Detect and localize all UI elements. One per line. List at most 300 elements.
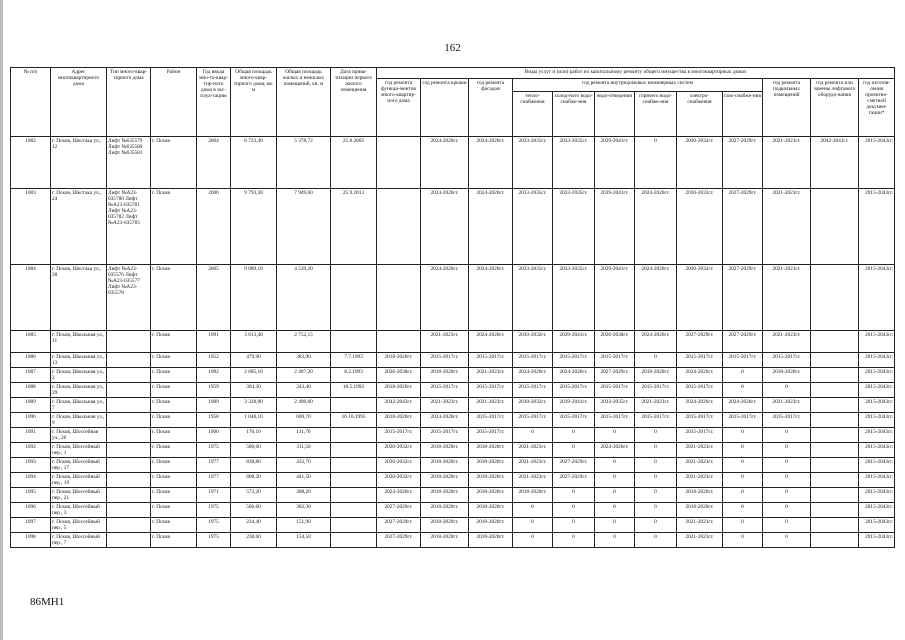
cell-gas: 0 [723, 518, 763, 533]
cell-living: 243,40 [277, 383, 331, 398]
cell-base: 0 [763, 443, 811, 458]
cell-type [107, 331, 151, 353]
cell-design: 2015-2043гг. [859, 488, 895, 503]
cell-type [107, 488, 151, 503]
cell-facade: 2015-2017гг. [469, 428, 513, 443]
cell-elec: 2015-2017гг. [677, 428, 723, 443]
cell-elev [811, 265, 859, 331]
cell-elec: 2021-2023гг. [677, 458, 723, 473]
cell-gas: 2027-2029гг. [723, 265, 763, 331]
cell-design: 2015-2043гг. [859, 189, 895, 265]
cell-elec: 2015-2017гг. [677, 413, 723, 428]
cell-elec: 2030-2032гг. [677, 189, 723, 265]
table-row [11, 443, 895, 458]
cell-hot: 2021-2023гг. [635, 398, 677, 413]
cell-year: 1960 [197, 428, 231, 443]
cell-priv: 18.5.1992 [331, 383, 377, 398]
header-electric: электро-снабжения [677, 92, 723, 137]
cell-address: г. Псков, Школьная ул., 11 [51, 331, 107, 353]
cell-facade: 2015-2017гг. [469, 413, 513, 428]
cell-design: 2015-2043гг. [859, 503, 895, 518]
cell-elev [811, 413, 859, 428]
cell-base: 0 [763, 428, 811, 443]
cell-hot: 2015-2017гг. [635, 383, 677, 398]
cell-district: г. Псков [151, 488, 197, 503]
cell-num: 1094 [11, 473, 51, 488]
cell-district: г. Псков [151, 265, 197, 331]
table-header [11, 68, 895, 137]
cell-design: 2015-2043гг. [859, 368, 895, 383]
cell-district: г. Псков [151, 503, 197, 518]
cell-drain: 0 [595, 488, 635, 503]
cell-design: 2015-2043гг. [859, 137, 895, 189]
cell-address: г. Псков, Шоссейный пер., 1 [51, 443, 107, 458]
cell-type [107, 533, 151, 548]
cell-cold: 0 [553, 533, 595, 548]
table-row [11, 488, 895, 503]
cell-design: 2015-2043гг. [859, 458, 895, 473]
cell-func: 2018-2020гг. [377, 413, 421, 428]
cell-district: г. Псков [151, 458, 197, 473]
cell-priv [331, 488, 377, 503]
cell-year: 1975 [197, 443, 231, 458]
cell-type: Лифт №А23-035576 Лифт №А23-035577 Лифт №А23-035578 [107, 265, 151, 331]
cell-heat: 2033-2035гг. [513, 265, 553, 331]
header-internal-group: год ремонта внутридомовых инженерных систем [513, 79, 763, 92]
cell-num: 1098 [11, 533, 51, 548]
cell-gas: 0 [723, 368, 763, 383]
cell-year: 1977 [197, 473, 231, 488]
cell-hot: 0 [635, 473, 677, 488]
cell-type: Лифт №А23-035780 Лифт №А23-035781 Лифт №А23-035782 Лифт №А23-035783 [107, 189, 151, 265]
cell-address: г. Псков, Шоссейная ул., 26 [51, 428, 107, 443]
cell-total: 238,60 [231, 533, 277, 548]
cell-design: 2015-2043гг. [859, 331, 895, 353]
cell-func: 2015-2017гг. [377, 428, 421, 443]
cell-year: 1977 [197, 458, 231, 473]
cell-district: г. Псков [151, 368, 197, 383]
cell-elec: 2024-2026гг. [677, 368, 723, 383]
cell-cold: 2015-2017гг. [553, 383, 595, 398]
cell-total: 234,40 [231, 518, 277, 533]
cell-base: 2021-2023гг. [763, 189, 811, 265]
cell-address: г. Псков, Школьная ул., 29 [51, 383, 107, 398]
cell-num: 1093 [11, 458, 51, 473]
cell-base: 0 [763, 458, 811, 473]
cell-cold: 2039-2041гг. [553, 398, 595, 413]
cell-drain: 0 [595, 428, 635, 443]
cell-hot: 0 [635, 503, 677, 518]
cell-hot: 2024-2026гг. [635, 189, 677, 265]
cell-num: 1088 [11, 383, 51, 398]
cell-cold: 2033-2035гг. [553, 189, 595, 265]
cell-elec: 2018-2020гг. [677, 488, 723, 503]
cell-func [377, 189, 421, 265]
cell-heat: 2021-2023гг. [513, 473, 553, 488]
cell-num: 1085 [11, 331, 51, 353]
cell-address: г. Псков, Шоссейный пер., 5 [51, 518, 107, 533]
cell-address: г. Псков, Шоссейный пер., 17 [51, 458, 107, 473]
table-row [11, 353, 895, 368]
cell-num: 1082 [11, 137, 51, 189]
cell-living: 308,20 [277, 488, 331, 503]
cell-elev: 2042-2043гг. [811, 137, 859, 189]
cell-hot: 2024-2026гг. [635, 265, 677, 331]
cell-heat: 2015-2017гг. [513, 353, 553, 368]
cell-year: 1975 [197, 518, 231, 533]
cell-year: 1959 [197, 383, 231, 398]
cell-address: г. Псков, Шоссейный пер., 3 [51, 503, 107, 518]
cell-num: 1097 [11, 518, 51, 533]
cell-num: 1086 [11, 353, 51, 368]
table-row [11, 368, 895, 383]
cell-total: 1 048,10 [231, 413, 277, 428]
cell-total: 566,60 [231, 503, 277, 518]
cell-design: 2015-2043гг. [859, 443, 895, 458]
cell-facade: 2018-2020гг. [469, 443, 513, 458]
cell-total: 3 613,40 [231, 331, 277, 353]
cell-roof: 2018-2020гг. [421, 458, 469, 473]
cell-gas: 0 [723, 383, 763, 398]
cell-base: 0 [763, 383, 811, 398]
cell-priv: 8.2.1993 [331, 368, 377, 383]
cell-hot: 0 [635, 533, 677, 548]
cell-district: г. Псков [151, 189, 197, 265]
cell-address: г. Псков, Шестака ул., 28 [51, 265, 107, 331]
cell-gas: 0 [723, 533, 763, 548]
header-district: Район [151, 68, 197, 137]
cell-num: 1092 [11, 443, 51, 458]
cell-living: 600,70 [277, 413, 331, 428]
cell-heat: 2018-2020гг. [513, 488, 553, 503]
header-elevator-year: год ремонта или замены лифтового оборудо-вания [811, 79, 859, 137]
cell-cold: 2033-2035гг. [553, 137, 595, 189]
cell-elev [811, 518, 859, 533]
cell-facade: 2021-2023гг. [469, 398, 513, 413]
cell-type [107, 428, 151, 443]
cell-cold: 0 [553, 503, 595, 518]
cell-living: 311,50 [277, 443, 331, 458]
cell-gas: 2015-2017гг. [723, 413, 763, 428]
header-facade-year: год ремонта фасадов [469, 79, 513, 137]
cell-living: 7 949,60 [277, 189, 331, 265]
cell-heat: 2015-2017гг. [513, 413, 553, 428]
cell-address: г. Псков, Школьная ул., 2 [51, 368, 107, 383]
cell-func: 2030-2032гг. [377, 458, 421, 473]
cell-living: 5 378,72 [277, 137, 331, 189]
header-num: № п/п [11, 68, 51, 137]
cell-gas: 0 [723, 503, 763, 518]
cell-drain: 2039-2041гг. [595, 189, 635, 265]
cell-drain: 0 [595, 473, 635, 488]
cell-func: 2030-2032гг. [377, 473, 421, 488]
cell-drain: 2015-2017гг. [595, 413, 635, 428]
cell-roof: 2018-2020гг. [421, 503, 469, 518]
cell-roof: 2018-2020гг. [421, 518, 469, 533]
cell-cold: 2033-2035гг. [553, 265, 595, 331]
table-body [11, 137, 895, 548]
cell-type [107, 353, 151, 368]
cell-total: 6 723,40 [231, 137, 277, 189]
cell-design: 2015-2043гг. [859, 473, 895, 488]
cell-priv: 7.7.1993 [331, 353, 377, 368]
cell-total: 3 328,80 [231, 398, 277, 413]
cell-heat: 2021-2023гг. [513, 443, 553, 458]
header-address: Адрес многоквартирного дома [51, 68, 107, 137]
cell-func [377, 331, 421, 353]
cell-cold: 0 [553, 443, 595, 458]
table-row [11, 428, 895, 443]
header-privatization-date: Дата прива-тизации первого жилого помещения [331, 68, 377, 137]
cell-total: 838,80 [231, 458, 277, 473]
cell-gas: 2015-2017гг. [723, 353, 763, 368]
cell-living: 2 752,15 [277, 331, 331, 353]
cell-type [107, 518, 151, 533]
cell-elec: 2030-2032гг. [677, 137, 723, 189]
cell-elec: 2018-2020гг. [677, 503, 723, 518]
header-heating: тепло-снабжения [513, 92, 553, 137]
cell-facade: 2018-2020гг. [469, 518, 513, 533]
cell-facade: 2018-2020гг. [469, 458, 513, 473]
cell-elec: 2021-2023гг. [677, 518, 723, 533]
cell-base: 0 [763, 488, 811, 503]
cell-func: 2042-2043гг. [377, 398, 421, 413]
cell-func: 2030-2032гг. [377, 443, 421, 458]
cell-num: 1095 [11, 488, 51, 503]
cell-district: г. Псков [151, 473, 197, 488]
table-row [11, 413, 895, 428]
header-total-area: Общая площадь много-квар-тирного дома, кв. м [231, 68, 277, 137]
header-roof-year: год ремонта крыши [421, 79, 469, 137]
cell-elev [811, 488, 859, 503]
cell-cold: 0 [553, 488, 595, 503]
cell-elev [811, 331, 859, 353]
cell-priv [331, 533, 377, 548]
cell-elec: 2021-2023гг. [677, 443, 723, 458]
cell-district: г. Псков [151, 383, 197, 398]
cell-total: 2 685,10 [231, 368, 277, 383]
cell-drain: 2015-2017гг. [595, 383, 635, 398]
cell-total: 479,90 [231, 353, 277, 368]
cell-year: 1958 [197, 413, 231, 428]
cell-heat: 2024-2026гг. [513, 368, 553, 383]
cell-elec: 2021-2023гг. [677, 473, 723, 488]
table-row [11, 383, 895, 398]
header-hot-water: горячего водо-снабже-ния [635, 92, 677, 137]
page-number: 162 [444, 42, 461, 54]
scan-edge [0, 0, 3, 640]
cell-address: г. Псков, Школьная ул., 13 [51, 353, 107, 368]
cell-cold: 2027-2029гг. [553, 458, 595, 473]
cell-living: 4 539,20 [277, 265, 331, 331]
cell-heat: 2030-2032гг. [513, 398, 553, 413]
cell-num: 1089 [11, 398, 51, 413]
header-type: Тип много-квар-тирного дома [107, 68, 151, 137]
cell-func: 2027-2029гг. [377, 503, 421, 518]
header-living-area: Общая площадь жилых и нежилых помещений, кв. м [277, 68, 331, 137]
cell-elev [811, 458, 859, 473]
cell-gas: 2024-2026гг. [723, 398, 763, 413]
cell-type [107, 383, 151, 398]
table-row [11, 503, 895, 518]
cell-cold: 2039-2041гг. [553, 331, 595, 353]
cell-living: 302,30 [277, 503, 331, 518]
cell-district: г. Псков [151, 443, 197, 458]
cell-base: 0 [763, 533, 811, 548]
cell-elev [811, 443, 859, 458]
cell-address: г. Псков, Шоссейный пер., 19 [51, 473, 107, 488]
cell-cold: 0 [553, 428, 595, 443]
cell-elev [811, 189, 859, 265]
cell-func: 2018-2020гг. [377, 353, 421, 368]
cell-roof: 2024-2026гг. [421, 413, 469, 428]
cell-drain: 2024-2026гг. [595, 443, 635, 458]
cell-priv: 25.9.2013 [331, 189, 377, 265]
cell-address: г. Псков, Шестака ул., 24 [51, 189, 107, 265]
cell-type [107, 368, 151, 383]
cell-facade: 2018-2020гг. [469, 488, 513, 503]
table-row [11, 533, 895, 548]
table-row [11, 265, 895, 331]
cell-heat: 2033-2035гг. [513, 137, 553, 189]
header-gas: газо-снабже-ния [723, 92, 763, 137]
cell-total: 304,30 [231, 383, 277, 398]
cell-total: 176,10 [231, 428, 277, 443]
cell-roof: 2024-2026гг. [421, 137, 469, 189]
cell-gas: 0 [723, 488, 763, 503]
cell-hot: 2018-2020гг. [635, 368, 677, 383]
table-row [11, 518, 895, 533]
cell-total: 9 089,10 [231, 265, 277, 331]
cell-living: 441,50 [277, 473, 331, 488]
header-basement-year: год ремонта подвальных помещений [763, 79, 811, 137]
cell-base: 2021-2023гг. [763, 331, 811, 353]
cell-facade: 2021-2023гг. [469, 368, 513, 383]
header-year: Год ввода мно-го-квар-тир-ного дома в экс-плуа-тацию [197, 68, 231, 137]
cell-gas: 2027-2029гг. [723, 189, 763, 265]
cell-drain: 2036-2038гг. [595, 331, 635, 353]
cell-func: 2027-2029гг. [377, 518, 421, 533]
cell-gas: 2027-2029гг. [723, 137, 763, 189]
cell-elec: 2015-2017гг. [677, 383, 723, 398]
cell-num: 1096 [11, 503, 51, 518]
cell-roof: 2021-2023гг. [421, 398, 469, 413]
cell-design: 2015-2043гг. [859, 533, 895, 548]
cell-address: г. Псков, Школьная ул., 7 [51, 398, 107, 413]
cell-facade: 2018-2020гг. [469, 533, 513, 548]
cell-heat: 2033-2035гг. [513, 189, 553, 265]
cell-elec: 2030-2032гг. [677, 265, 723, 331]
cell-address: г. Псков, Шестака ул., 12 [51, 137, 107, 189]
cell-drain: 2027-2029гг. [595, 368, 635, 383]
cell-facade: 2018-2020гг. [469, 473, 513, 488]
cell-drain: 2039-2041гг. [595, 137, 635, 189]
header-drainage: водо-отведения [595, 92, 635, 137]
cell-base: 0 [763, 473, 811, 488]
cell-drain: 0 [595, 458, 635, 473]
cell-num: 1087 [11, 368, 51, 383]
header-design-year: год изготов-ления проектно-сметной докумен-тации* [859, 79, 895, 137]
cell-drain: 0 [595, 533, 635, 548]
cell-elev [811, 398, 859, 413]
cell-func [377, 265, 421, 331]
cell-type [107, 443, 151, 458]
cell-elec: 2024-2026гг. [677, 398, 723, 413]
cell-priv [331, 473, 377, 488]
cell-roof: 2015-2017гг. [421, 428, 469, 443]
cell-facade: 2024-2026гг. [469, 265, 513, 331]
cell-hot: 0 [635, 488, 677, 503]
cell-elec: 2027-2029гг. [677, 331, 723, 353]
cell-priv [331, 428, 377, 443]
cell-facade: 2015-2017гг. [469, 383, 513, 398]
cell-gas: 2027-2029гг. [723, 331, 763, 353]
cell-year: 2005 [197, 265, 231, 331]
cell-hot: 2015-2017гг. [635, 413, 677, 428]
table-row [11, 137, 895, 189]
cell-base: 2021-2023гг. [763, 265, 811, 331]
cell-heat: 2015-2017гг. [513, 383, 553, 398]
cell-elec: 2015-2017гг. [677, 353, 723, 368]
cell-gas: 0 [723, 458, 763, 473]
cell-year: 1982 [197, 368, 231, 383]
cell-type [107, 413, 151, 428]
cell-priv [331, 331, 377, 353]
cell-priv [331, 503, 377, 518]
cell-func: 2018-2020гг. [377, 383, 421, 398]
cell-func: 2024-2026гг. [377, 488, 421, 503]
cell-living: 2 407,20 [277, 368, 331, 383]
cell-hot: 0 [635, 137, 677, 189]
cell-facade: 2024-2026гг. [469, 331, 513, 353]
table-row [11, 398, 895, 413]
cell-year: 2004 [197, 137, 231, 189]
cell-address: г. Псков, Шоссейный пер., 21 [51, 488, 107, 503]
cell-design: 2015-2043гг. [859, 353, 895, 368]
cell-district: г. Псков [151, 137, 197, 189]
cell-heat: 0 [513, 533, 553, 548]
cell-priv [331, 265, 377, 331]
cell-district: г. Псков [151, 398, 197, 413]
cell-base: 2021-2023гг. [763, 398, 811, 413]
table-row [11, 331, 895, 353]
cell-design: 2015-2043гг. [859, 413, 895, 428]
cell-type [107, 458, 151, 473]
cell-design: 2015-2043гг. [859, 428, 895, 443]
cell-roof: 2018-2020гг. [421, 488, 469, 503]
cell-roof: 2015-2017гг. [421, 353, 469, 368]
cell-roof: 2018-2020гг. [421, 368, 469, 383]
footer-code: 86MH1 [30, 596, 65, 608]
cell-district: г. Псков [151, 353, 197, 368]
cell-total: 9 793,30 [231, 189, 277, 265]
cell-roof: 2024-2026гг. [421, 265, 469, 331]
cell-facade: 2024-2026гг. [469, 137, 513, 189]
cell-design: 2015-2043гг. [859, 398, 895, 413]
cell-facade: 2024-2026гг. [469, 189, 513, 265]
cell-type: Лифт №635579 Лифт №635580 Лифт №635581 [107, 137, 151, 189]
cell-heat: 2021-2023гг. [513, 458, 553, 473]
cell-gas: 0 [723, 473, 763, 488]
cell-base: 2015-2017гг. [763, 353, 811, 368]
cell-year: 2006 [197, 189, 231, 265]
cell-hot: 0 [635, 353, 677, 368]
cell-priv [331, 398, 377, 413]
cell-design: 2015-2043гг. [859, 518, 895, 533]
cell-num: 1083 [11, 189, 51, 265]
cell-year: 1975 [197, 533, 231, 548]
cell-year: 1989 [197, 398, 231, 413]
